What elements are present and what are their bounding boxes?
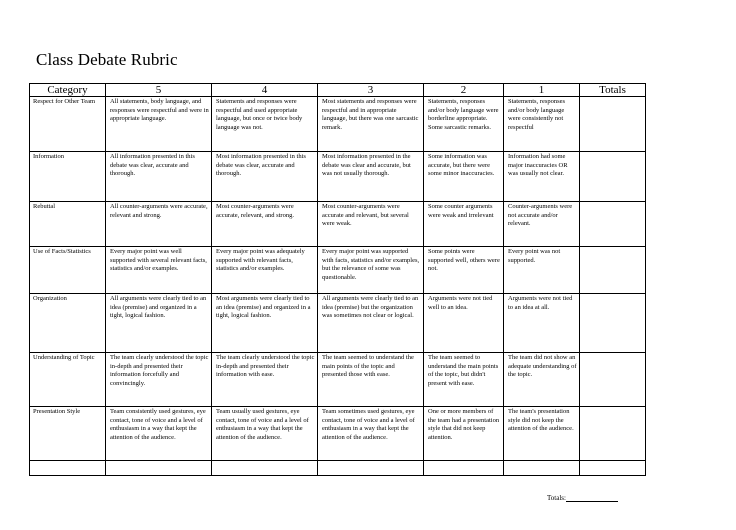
score-cell: Every point was not supported. (504, 247, 580, 294)
table-row (30, 294, 646, 353)
totals-cell (580, 294, 646, 353)
score-cell: Most arguments were clearly tied to an idea (premise) and organized in a tight, logical fashion. (212, 294, 318, 353)
score-cell: All information presented in this debate was clear, accurate and thorough. (106, 152, 212, 202)
table-row (30, 202, 646, 247)
grand-totals-blank[interactable] (566, 495, 618, 502)
score-cell: Counter-arguments were not accurate and/or relevant. (504, 202, 580, 247)
totals-row-blank (106, 461, 212, 476)
score-cell: Some points were supported well, others were not. (424, 247, 504, 294)
score-cell: Arguments were not tied to an idea at all. (504, 294, 580, 353)
score-cell: Some information was accurate, but there were some minor inaccuracies. (424, 152, 504, 202)
page-title: Class Debate Rubric (36, 50, 178, 69)
score-cell: The team clearly understood the topic in-depth and presented their information forcefully and convincingly. (106, 353, 212, 407)
header-totals: Totals (580, 84, 646, 97)
score-cell: The team clearly understood the topic in-depth and presented their information with ease. (212, 353, 318, 407)
score-cell: Statements, responses and/or body language were consistently not respectful (504, 97, 580, 152)
score-cell: Statements and responses were respectful and used appropriate language, but once or twice body language was not. (212, 97, 318, 152)
score-cell: Every major point was supported with facts, statistics and/or examples, but the relevance of some was questionable. (318, 247, 424, 294)
totals-cell (580, 353, 646, 407)
score-cell: The team did not show an adequate understanding of the topic. (504, 353, 580, 407)
totals-cell (580, 202, 646, 247)
score-cell: Team sometimes used gestures, eye contact, tone of voice and a level of enthusiasm in a way that kept the attention of the audience. (318, 407, 424, 461)
header-row (30, 84, 646, 97)
grand-totals-line (547, 494, 618, 502)
totals-row-blank (424, 461, 504, 476)
row-category: Rebuttal (30, 202, 106, 247)
score-cell: Team consistently used gestures, eye contact, tone of voice and a level of enthusiasm in a way that kept the attention of the audience. (106, 407, 212, 461)
header-score-2: 2 (424, 84, 504, 97)
table-row (30, 97, 646, 152)
score-cell: Team usually used gestures, eye contact, tone of voice and a level of enthusiasm in a way that kept the attention of the audience. (212, 407, 318, 461)
totals-cell (580, 247, 646, 294)
score-cell: All arguments were clearly tied to an idea (premise) and organized in a tight, logical fashion. (106, 294, 212, 353)
score-cell: The team seemed to understand the main points of the topic and presented those with ease. (318, 353, 424, 407)
row-category: Respect for Other Team (30, 97, 106, 152)
totals-row-blank (318, 461, 424, 476)
row-category: Understanding of Topic (30, 353, 106, 407)
totals-row-blank (504, 461, 580, 476)
table-row (30, 152, 646, 202)
score-cell: Statements, responses and/or body language were borderline appropriate. Some sarcastic remarks. (424, 97, 504, 152)
totals-row (30, 461, 646, 476)
score-cell: Most counter-arguments were accurate, relevant, and strong. (212, 202, 318, 247)
row-category: Use of Facts/Statistics (30, 247, 106, 294)
score-cell: Every major point was well supported with several relevant facts, statistics and/or examples. (106, 247, 212, 294)
totals-cell (580, 152, 646, 202)
score-cell: One or more members of the team had a presentation style that did not keep attention. (424, 407, 504, 461)
score-cell: Most information presented in this debate was clear, accurate and thorough. (212, 152, 318, 202)
score-cell: All counter-arguments were accurate, relevant and strong. (106, 202, 212, 247)
header-score-3: 3 (318, 84, 424, 97)
header-score-1: 1 (504, 84, 580, 97)
row-category: Information (30, 152, 106, 202)
score-cell: The team's presentation style did not keep the attention of the audience. (504, 407, 580, 461)
totals-row-blank (30, 461, 106, 476)
score-cell: Some counter arguments were weak and irrelevant (424, 202, 504, 247)
table-row (30, 353, 646, 407)
totals-cell (580, 407, 646, 461)
score-cell: Arguments were not tied well to an idea. (424, 294, 504, 353)
score-cell: Most information presented in the debate was clear and accurate, but was not usually thorough. (318, 152, 424, 202)
header-score-4: 4 (212, 84, 318, 97)
grand-totals-label: Totals: (547, 494, 566, 502)
totals-cell (580, 97, 646, 152)
table-row (30, 407, 646, 461)
score-cell: All arguments were clearly tied to an idea (premise) but the organization was sometimes not clear or logical. (318, 294, 424, 353)
score-cell: Most counter-arguments were accurate and relevant, but several were weak. (318, 202, 424, 247)
totals-row-blank (212, 461, 318, 476)
score-cell: The team seemed to understand the main points of the topic, but didn't present with ease. (424, 353, 504, 407)
totals-row-blank (580, 461, 646, 476)
header-score-5: 5 (106, 84, 212, 97)
table-row (30, 247, 646, 294)
score-cell: All statements, body language, and responses were respectful and were in appropriate language. (106, 97, 212, 152)
score-cell: Most statements and responses were respectful and in appropriate language, but there was one sarcastic remark. (318, 97, 424, 152)
row-category: Presentation Style (30, 407, 106, 461)
row-category: Organization (30, 294, 106, 353)
rubric-table (29, 83, 646, 476)
score-cell: Every major point was adequately supported with relevant facts, statistics and/or examples. (212, 247, 318, 294)
header-category: Category (30, 84, 106, 97)
score-cell: Information had some major inaccuracies OR was usually not clear. (504, 152, 580, 202)
